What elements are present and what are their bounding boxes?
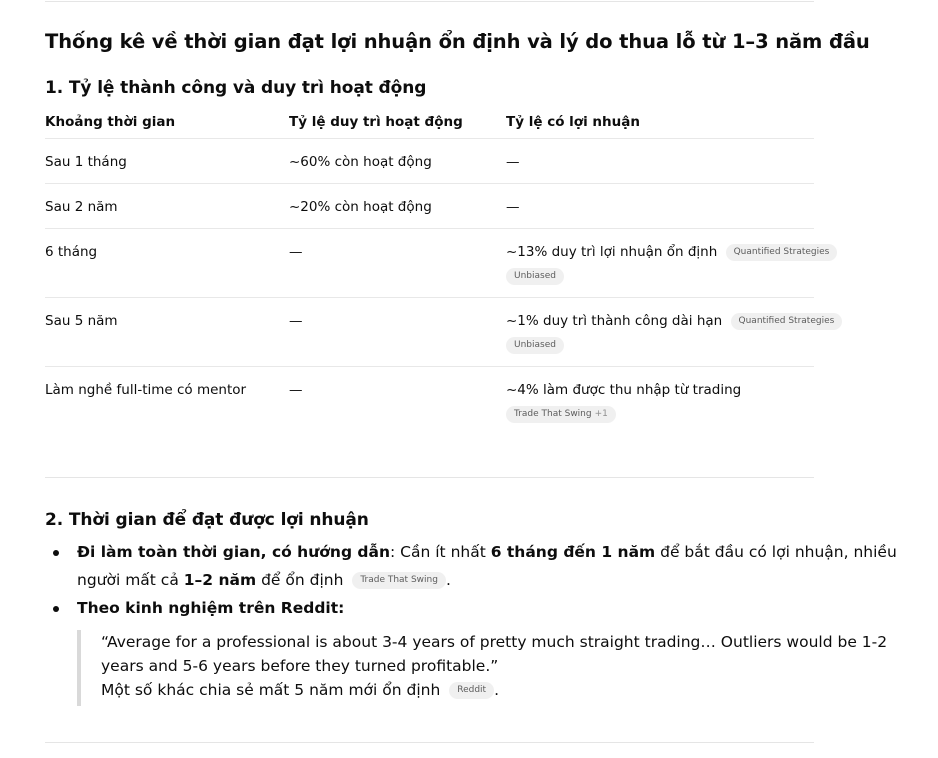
bullet-text: : Cần ít nhất [390, 543, 491, 561]
bottom-divider [45, 742, 814, 743]
cell-survival: — [289, 313, 303, 329]
source-chip[interactable]: Quantified Strategies [726, 244, 838, 261]
top-divider [45, 1, 814, 2]
quote-text: Một số khác chia sẻ mất 5 năm mới ổn định [101, 681, 441, 699]
source-chip-label: Trade That Swing [514, 409, 592, 419]
cell-period: Sau 5 năm [45, 313, 118, 329]
cell-period: 6 tháng [45, 244, 98, 260]
section2-heading: 2. Thời gian để đạt được lợi nhuận [45, 510, 369, 530]
section1-heading: 1. Tỷ lệ thành công và duy trì hoạt động [45, 78, 427, 98]
source-chip-row [506, 266, 564, 285]
list-item [77, 538, 897, 566]
cell-profit-text: ~13% duy trì lợi nhuận ổn định [506, 244, 718, 260]
source-chip-row [506, 404, 616, 423]
section-divider [45, 477, 814, 478]
bullet-period: . [445, 571, 451, 589]
bullet-dot [53, 606, 59, 612]
table-row [45, 366, 814, 436]
column-header-profit: Tỷ lệ có lợi nhuận [506, 114, 640, 130]
quote-line: “Average for a professional is about 3-4 years of pretty much straight trading… Outliers would be 1-2 [101, 633, 888, 651]
cell-profit: — [506, 154, 520, 170]
cell-profit: — [506, 199, 520, 215]
column-header-period: Khoảng thời gian [45, 114, 176, 130]
list-item-continuation [77, 566, 451, 594]
cell-period: Sau 1 tháng [45, 154, 127, 170]
bullet-text: người mất cả [77, 571, 184, 589]
page-title: Thống kê về thời gian đạt lợi nhuận ổn định và lý do thua lỗ từ 1–3 năm đầu [45, 30, 870, 53]
cell-profit: ~4% làm được thu nhập từ trading [506, 382, 742, 398]
cell-profit [506, 312, 842, 330]
source-chip[interactable]: Quantified Strategies [731, 313, 843, 330]
cell-profit-text: ~1% duy trì thành công dài hạn [506, 313, 723, 329]
cell-period: Sau 2 năm [45, 199, 118, 215]
list-item [77, 594, 344, 622]
bullet-bold-lead: Đi làm toàn thời gian, có hướng dẫn [77, 543, 391, 561]
bullet-text: để ổn định [256, 571, 344, 589]
source-chip[interactable]: Reddit [449, 682, 494, 699]
source-chip[interactable]: Unbiased [506, 268, 564, 285]
extra-sources-count: +1 [594, 409, 608, 419]
bullet-text: để bắt đầu có lợi nhuận, nhiều [655, 543, 897, 561]
column-header-survival: Tỷ lệ duy trì hoạt động [289, 114, 463, 130]
cell-survival: — [289, 382, 303, 398]
bullet-dot [53, 550, 59, 556]
table-row [45, 138, 814, 184]
cell-survival: — [289, 244, 303, 260]
cell-profit [506, 243, 837, 261]
source-chip[interactable]: Unbiased [506, 337, 564, 354]
cell-period: Làm nghề full-time có mentor [45, 382, 247, 398]
quote-period: . [494, 681, 500, 699]
source-chip[interactable]: Trade That Swing [352, 572, 446, 589]
blockquote [77, 630, 888, 706]
table-row [45, 297, 835, 367]
bullet-bold-lead: Theo kinh nghiệm trên Reddit: [77, 599, 345, 617]
quote-line [101, 678, 499, 702]
table-row [45, 228, 830, 298]
bullet-bold: 6 tháng đến 1 năm [490, 543, 656, 561]
quote-line: years and 5-6 years before they turned profitable.” [101, 657, 499, 675]
cell-survival: ~60% còn hoạt động [289, 154, 432, 170]
cell-survival: ~20% còn hoạt động [289, 199, 432, 215]
table-row [45, 183, 814, 229]
bullet-bold: 1–2 năm [183, 571, 257, 589]
source-chip[interactable] [506, 406, 616, 423]
source-chip-row [506, 335, 564, 354]
